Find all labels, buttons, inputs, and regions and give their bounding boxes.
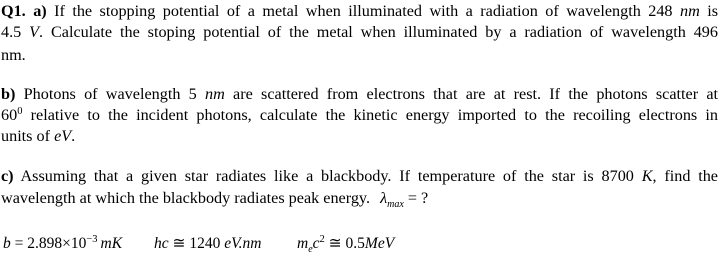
q1a-line-1: Q1. a) If the stopping potential of a metal when illuminated with a radiation of wavelength 248 nm is [1,2,719,20]
part-c-label: c) [1,167,14,185]
constant-electron-rest-energy: $m_ec^2$ ≅ 0.5MeV [297,234,395,255]
constant-wien: $b = 2.898\times 10^{-3}$ mK [3,234,123,252]
q1c-line-1: c) Assuming that a given star radiates like a blackbody. If temperature of the star is 8700 K, find the [1,167,718,185]
lambda-max-expression: $\lambda_{max}$ = ? [380,189,429,210]
question-number: Q1. [1,2,26,20]
part-a-label: a) [33,2,47,20]
q1b-line-3: units of eV. [1,127,76,145]
q1b-line-1: b) Photons of wavelength 5 nm are scattered from electrons that are at rest. If the photons scatter at [1,85,719,103]
part-b-label: b) [1,85,16,103]
q1a-line-2: 4.5 V. Calculate the stoping potential of the metal when illuminated by a radiation of wavelength 496 [1,23,718,41]
q1a-line-3: nm. [1,46,26,64]
q1b-line-2: $60^0$ relative to the incident photons, calculate the kinetic energy imported to the recoiling electrons in [1,106,718,124]
q1c-line-2: wavelength at which the blackbody radiates peak energy. $\lambda_{max}$ = ? [1,189,429,210]
constant-hc: hc ≅ 1240 eV.nm [154,235,262,252]
